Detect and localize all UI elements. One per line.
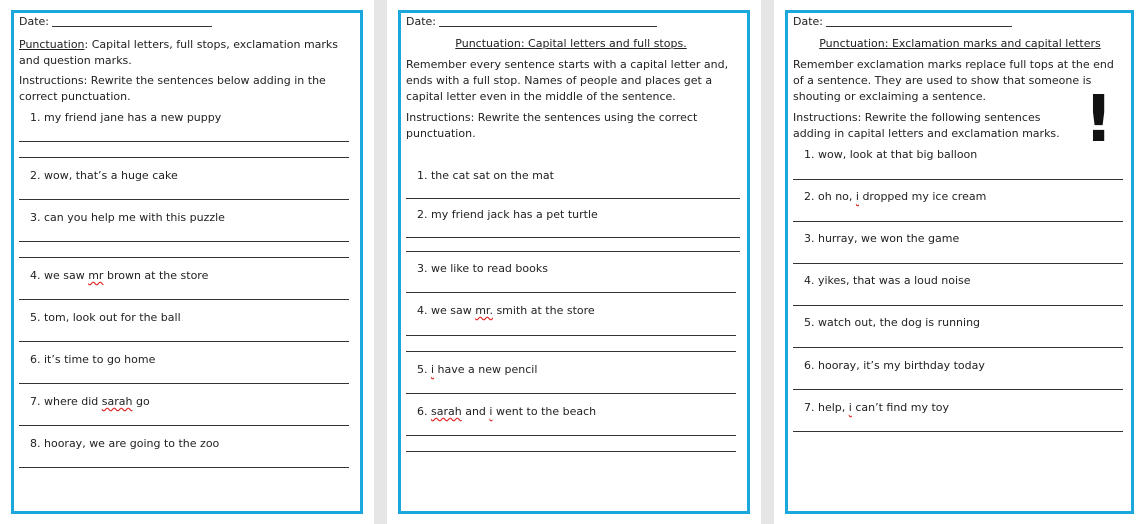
question-7: 7. where did sarah go: [30, 395, 150, 408]
spellcheck-flag: i: [855, 190, 859, 203]
question-1: 1. the cat sat on the mat: [417, 169, 554, 182]
instructions: Instructions: Rewrite the sentences using the correct punctuation.: [406, 111, 698, 140]
question-8: 8. hooray, we are going to the zoo: [30, 437, 220, 450]
spellcheck-flag: i: [489, 405, 493, 418]
intro-text: Remember exclamation marks replace full tops at the end of a sentence. They are used to show that someone is shouting or exclaiming a sentence.: [793, 58, 1114, 103]
spellcheck-flag: i: [848, 401, 852, 414]
question-1: 1. my friend jane has a new puppy: [30, 111, 222, 124]
heading-rest: : Capital letters, full stops, exclamation marks and question marks.: [19, 38, 339, 67]
question-3: 3. we like to read books: [417, 262, 548, 275]
question-4: 4. we saw mr. smith at the store: [417, 304, 595, 317]
answer-line[interactable]: [793, 347, 1123, 348]
answer-line[interactable]: [793, 221, 1123, 222]
instructions: Instructions: Rewrite the sentences below adding in the correct punctuation.: [19, 74, 326, 103]
instructions: Instructions: Rewrite the following sentences adding in capital letters and exclamation marks.: [793, 111, 1060, 140]
answer-line[interactable]: [406, 237, 740, 238]
date-label: Date:: [19, 15, 49, 28]
spellcheck-flag: mr.: [475, 304, 493, 317]
answer-line[interactable]: [19, 467, 349, 468]
worksheet-heading: [19, 37, 349, 69]
answer-line[interactable]: [793, 305, 1123, 306]
question-1: 1. wow, look at that big balloon: [804, 148, 978, 161]
answer-line[interactable]: [793, 389, 1123, 390]
question-4: 4. yikes, that was a loud noise: [804, 274, 971, 287]
answer-line[interactable]: [19, 141, 349, 142]
spellcheck-flag: sarah: [101, 395, 133, 408]
answer-line[interactable]: [19, 341, 349, 342]
answer-line[interactable]: [793, 179, 1123, 180]
spellcheck-flag: mr: [88, 269, 104, 282]
spellcheck-flag: sarah: [431, 405, 462, 418]
answer-line[interactable]: [406, 451, 736, 452]
spellcheck-flag: i: [431, 363, 435, 376]
answer-line[interactable]: [19, 199, 349, 200]
question-6: 6. sarah and i went to the beach: [417, 405, 597, 418]
answer-line[interactable]: [793, 431, 1123, 432]
answer-line[interactable]: [406, 198, 740, 199]
question-4: 4. we saw mr brown at the store: [30, 269, 209, 282]
answer-line[interactable]: [406, 435, 736, 436]
question-7: 7. help, i can’t find my toy: [804, 401, 950, 414]
worksheet-page-3: [774, 0, 1140, 524]
answer-line[interactable]: [793, 263, 1123, 264]
heading-label: Punctuation: [19, 38, 85, 51]
answer-line[interactable]: [19, 383, 349, 384]
question-3: 3. hurray, we won the game: [804, 232, 960, 245]
question-6: 6. it’s time to go home: [30, 353, 156, 366]
question-5: 5. watch out, the dog is running: [804, 316, 981, 329]
date-line: [826, 26, 1012, 27]
intro-text: Remember every sentence starts with a capital letter and, ends with a full stop. Names of people and places get a capital letter even in the middle of the sentence.: [406, 58, 729, 103]
answer-line[interactable]: [406, 335, 736, 336]
question-6: 6. hooray, it’s my birthday today: [804, 359, 985, 372]
answer-line[interactable]: [19, 241, 349, 242]
worksheet-title: Punctuation: Exclamation marks and capital letters: [819, 37, 1101, 50]
answer-line[interactable]: [19, 425, 349, 426]
worksheet-title: Punctuation: Capital letters and full stops.: [455, 37, 687, 50]
date-line: [439, 26, 657, 27]
answer-line[interactable]: [19, 257, 349, 258]
date-line: [52, 26, 212, 27]
answer-line[interactable]: [19, 157, 349, 158]
exclamation-mark-graphic: !: [1084, 83, 1114, 157]
date-label: Date:: [793, 15, 823, 28]
question-2: 2. oh no, i dropped my ice cream: [804, 190, 987, 203]
question-5: 5. i have a new pencil: [417, 363, 538, 376]
answer-line[interactable]: [406, 251, 740, 252]
answer-line[interactable]: [19, 299, 349, 300]
question-2: 2. my friend jack has a pet turtle: [417, 208, 598, 221]
question-2: 2. wow, that’s a huge cake: [30, 169, 178, 182]
answer-line[interactable]: [406, 393, 736, 394]
worksheet-page-2: [387, 0, 761, 524]
question-3: 3. can you help me with this puzzle: [30, 211, 225, 224]
question-5: 5. tom, look out for the ball: [30, 311, 181, 324]
worksheet-page-1: [0, 0, 374, 524]
answer-line[interactable]: [406, 351, 736, 352]
answer-line[interactable]: [406, 292, 736, 293]
date-label: Date:: [406, 15, 436, 28]
